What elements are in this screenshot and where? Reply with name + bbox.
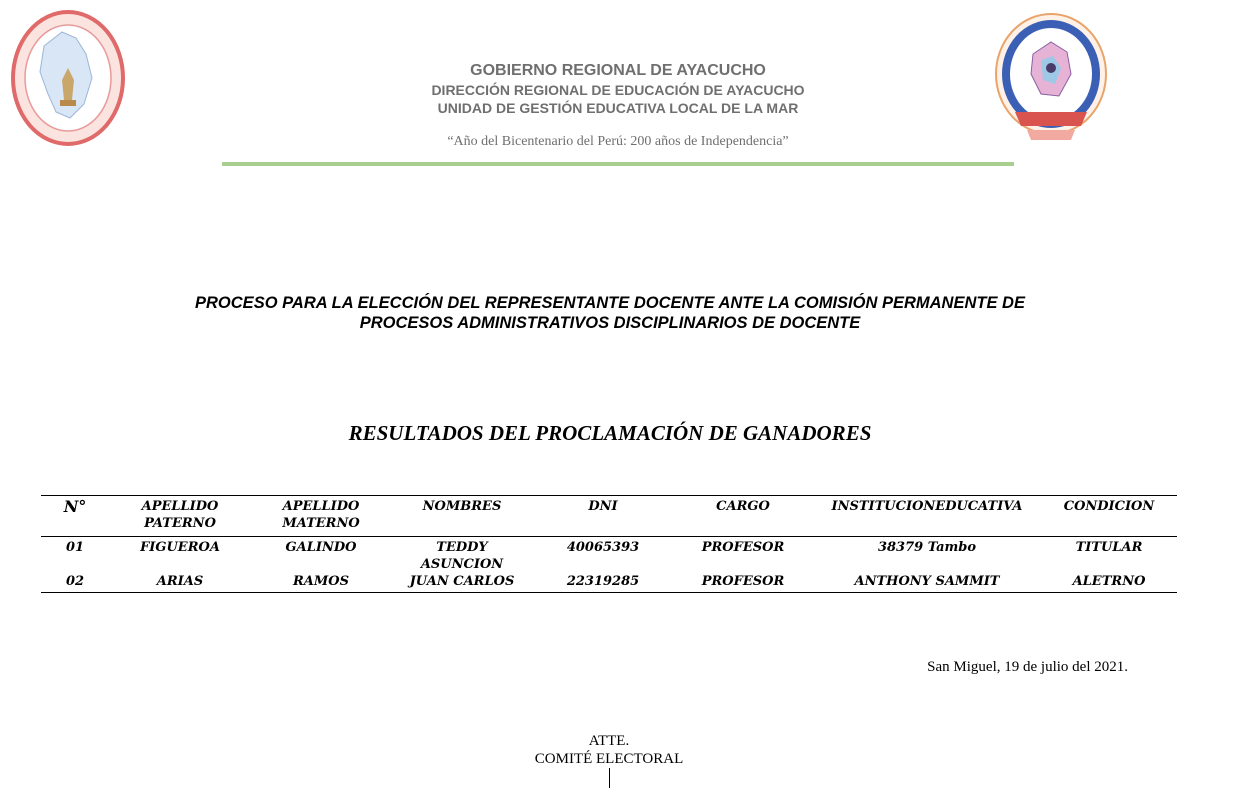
atte-label: ATTE.	[588, 733, 630, 749]
col-header-paternal-surname	[109, 496, 251, 537]
col-header-maternal-surname-line-2: MATERNO	[282, 516, 360, 531]
header-ugel-name: UNIDAD DE GESTIÓN EDUCATIVA LOCAL DE LA MAR	[437, 100, 799, 116]
col-header-paternal-surname-line-1: APELLIDO	[141, 499, 219, 514]
col-header-institution: INSTITUCIONEDUCATIVA	[831, 499, 1023, 514]
col-header-number: N°	[63, 497, 87, 516]
cell-institution: 38379 Tambo	[877, 540, 977, 555]
cell-paternal-surname: FIGUEROA	[140, 540, 220, 555]
cell-position: PROFESOR	[701, 574, 785, 589]
col-header-paternal-surname-line-2: PATERNO	[144, 516, 216, 531]
cell-institution: ANTHONY SAMMIT	[854, 574, 1000, 589]
cell-condition: TITULAR	[1075, 540, 1143, 555]
table-header-row	[41, 496, 1177, 537]
cell-number: 01	[65, 540, 85, 555]
col-header-condition: CONDICION	[1063, 499, 1155, 514]
place-and-date: San Miguel, 19 de julio del 2021.	[927, 659, 1128, 675]
process-title	[80, 293, 1140, 333]
cell-dni: 22319285	[566, 574, 640, 589]
cell-maternal-surname: RAMOS	[293, 574, 349, 589]
gobierno-regional-logo	[10, 8, 128, 150]
header-regional-directorate: DIRECCIÓN REGIONAL DE EDUCACIÓN DE AYACUCHO	[431, 82, 805, 98]
col-header-dni: DNI	[588, 499, 618, 514]
cell-names: JUAN CARLOS	[409, 574, 515, 589]
process-title-line-1: PROCESO PARA LA ELECCIÓN DEL REPRESENTANTE DOCENTE ANTE LA COMISIÓN PERMANENTE DE	[195, 294, 1025, 312]
cell-maternal-surname: GALINDO	[285, 540, 357, 555]
cell-condition: ALETRNO	[1072, 574, 1146, 589]
header-divider	[222, 162, 1014, 166]
col-header-maternal-surname	[251, 496, 391, 537]
year-motto: “Año del Bicentenario del Perú: 200 años de Independencia”	[447, 134, 789, 149]
text-cursor-line	[609, 768, 610, 788]
table-row	[41, 573, 1177, 593]
cell-names	[391, 537, 533, 574]
col-header-names: NOMBRES	[422, 499, 502, 514]
committee-label: COMITÉ ELECTORAL	[534, 751, 684, 767]
results-title: RESULTADOS DEL PROCLAMACIÓN DE GANADORES	[348, 421, 872, 445]
cell-names-line-1: TEDDY	[436, 540, 488, 555]
cell-dni: 40065393	[566, 540, 640, 555]
header-government-name: GOBIERNO REGIONAL DE AYACUCHO	[470, 62, 766, 79]
winners-table	[41, 495, 1177, 593]
col-header-maternal-surname-line-1: APELLIDO	[282, 499, 360, 514]
cell-position: PROFESOR	[701, 540, 785, 555]
cell-paternal-surname: ARIAS	[156, 574, 204, 589]
table-row	[41, 537, 1177, 574]
cell-names-line-2: ASUNCION	[420, 557, 504, 572]
col-header-position: CARGO	[716, 499, 770, 514]
signature-block	[459, 732, 759, 768]
cell-number: 02	[65, 574, 85, 589]
gobierno-regional-seal-icon	[10, 8, 128, 150]
process-title-line-2: PROCESOS ADMINISTRATIVOS DISCIPLINARIOS DE DOCENTE	[359, 314, 861, 332]
